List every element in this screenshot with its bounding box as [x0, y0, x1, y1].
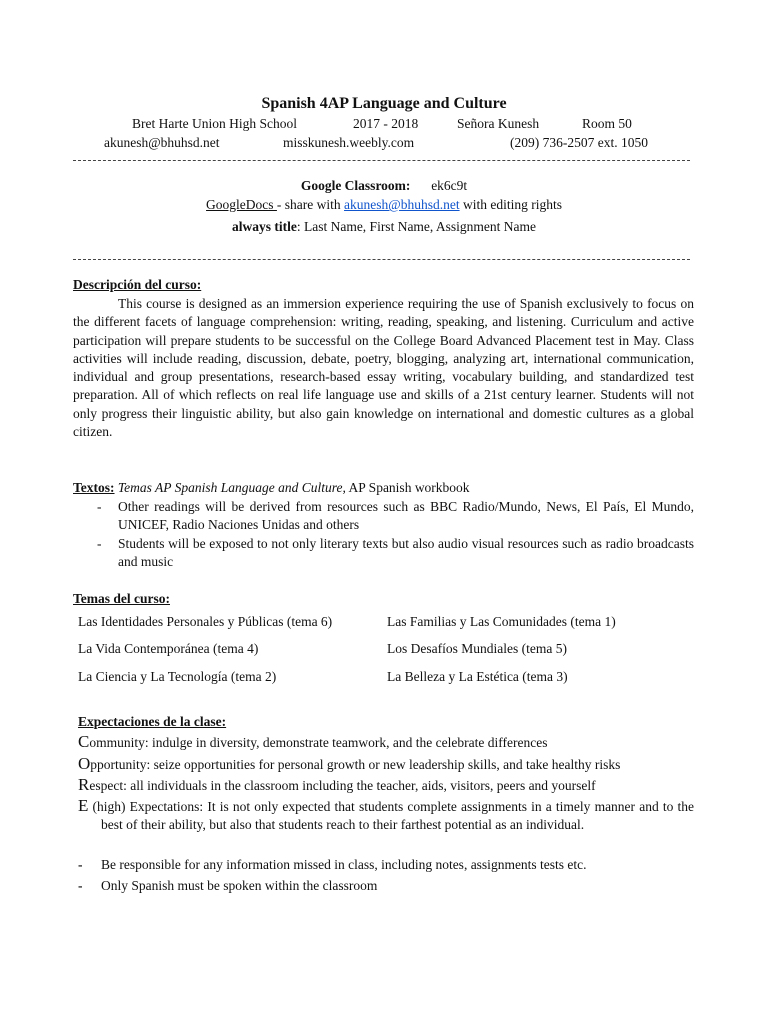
- teacher-website: misskunesh.weebly.com: [283, 135, 415, 150]
- textos-workbook: AP Spanish workbook: [345, 480, 470, 495]
- googledocs-line: [0, 197, 768, 213]
- room-number: Room 50: [582, 116, 632, 131]
- googledocs-label: GoogleDocs: [206, 197, 277, 212]
- rule-text: Be responsible for any information missed in class, including notes, assignments tests etc.: [101, 857, 587, 872]
- divider-top: [73, 160, 690, 161]
- tema-cell: La Vida Contemporánea (tema 4): [78, 641, 259, 656]
- googledocs-suffix: with editing rights: [459, 197, 562, 212]
- rule-item: [78, 878, 377, 894]
- expectation-text: espect: all individuals in the classroom including the teacher, aids, visitors, peers and yourself: [89, 778, 596, 793]
- textos-heading: Textos:: [73, 480, 115, 495]
- title-format-label: always title: [231, 219, 297, 234]
- textos-book: Temas AP Spanish Language and Culture,: [114, 480, 346, 495]
- expectation-letter: O: [78, 754, 91, 773]
- expectations-heading: Expectaciones de la clase:: [78, 714, 227, 729]
- textos-bullet-text: Other readings will be derived from resources such as BBC Radio/Mundo, News, El País, El Mundo, UNICEF, Radio Naciones Unidas and others: [118, 499, 694, 532]
- rule-text: Only Spanish must be spoken within the classroom: [101, 878, 378, 893]
- title-format-text: : Last Name, First Name, Assignment Name: [296, 219, 537, 234]
- description-heading: Descripción del curso:: [73, 277, 202, 292]
- bullet-mark: -: [97, 536, 102, 551]
- expectation-item: [78, 754, 620, 774]
- googledocs-email-link[interactable]: akunesh@bhuhsd.net: [344, 197, 460, 212]
- googledocs-text: - share with: [276, 197, 345, 212]
- teacher-email: akunesh@bhuhsd.net: [104, 135, 220, 150]
- textos-bullet: [73, 498, 694, 534]
- google-classroom-label: Google Classroom:: [300, 178, 411, 193]
- document-title: Spanish 4AP Language and Culture: [261, 95, 507, 112]
- expectation-letter: R: [78, 775, 90, 794]
- textos-bullet-text: Students will be exposed to not only literary texts but also audio visual resources such as radio broadcasts and music: [118, 536, 694, 569]
- tema-cell: La Ciencia y La Tecnología (tema 2): [78, 669, 277, 684]
- expectation-letter: E: [78, 796, 89, 815]
- google-classroom-line: [0, 178, 768, 194]
- tema-cell: Las Familias y Las Comunidades (tema 1): [387, 614, 616, 629]
- dash-mark: -: [78, 857, 83, 872]
- teacher-name: Señora Kunesh: [457, 116, 540, 131]
- expectation-item: [78, 732, 547, 752]
- bullet-mark: -: [97, 499, 102, 514]
- expectation-item: [78, 797, 694, 834]
- rule-item: [78, 857, 587, 873]
- textos-line: [73, 480, 470, 496]
- textos-bullet: [73, 535, 694, 571]
- expectation-letter: C: [78, 732, 90, 751]
- description-body: This course is designed as an immersion experience requiring the use of Spanish exclusively to focus on the different facets of language comprehension: writing, reading, speaking, and listening. Curriculum and active participation will prepare students to be successful on the College Board Advanced Placement test in May. Class activities will include reading, discussion, debate, poetry, blogging, analyzing art, international communication, individual and group presentations, research-based essay writing, vocabulary building, and standardized test preparation. All of which reflects on real life language use and skills of a 21st century learner. Students will not only progress their linguistic ability, but also gain knowledge on international and domestic cultures as a global citizen.: [73, 296, 694, 440]
- tema-cell: Los Desafíos Mundiales (tema 5): [387, 641, 567, 656]
- title-format-line: [0, 219, 768, 235]
- expectation-text: pportunity: seize opportunities for personal growth or new leadership skills, and take healthy risks: [90, 757, 621, 772]
- expectation-item: [78, 775, 596, 795]
- expectation-text: (high) Expectations: It is not only expected that students complete assignments in a timely manner and to the best of their ability, but also that students reach to their farthest potential as an individual.: [88, 799, 694, 832]
- tema-cell: Las Identidades Personales y Públicas (tema 6): [78, 614, 333, 629]
- tema-cell: La Belleza y La Estética (tema 3): [387, 669, 568, 684]
- school-name: Bret Harte Union High School: [132, 116, 297, 131]
- expectation-text: ommunity: indulge in diversity, demonstrate teamwork, and the celebrate differences: [89, 735, 548, 750]
- dash-mark: -: [78, 878, 83, 893]
- google-classroom-code: ek6c9t: [431, 178, 468, 193]
- school-year: 2017 - 2018: [353, 116, 419, 131]
- teacher-phone: (209) 736-2507 ext. 1050: [510, 135, 648, 150]
- divider-middle: [73, 259, 690, 260]
- temas-heading: Temas del curso:: [73, 591, 170, 606]
